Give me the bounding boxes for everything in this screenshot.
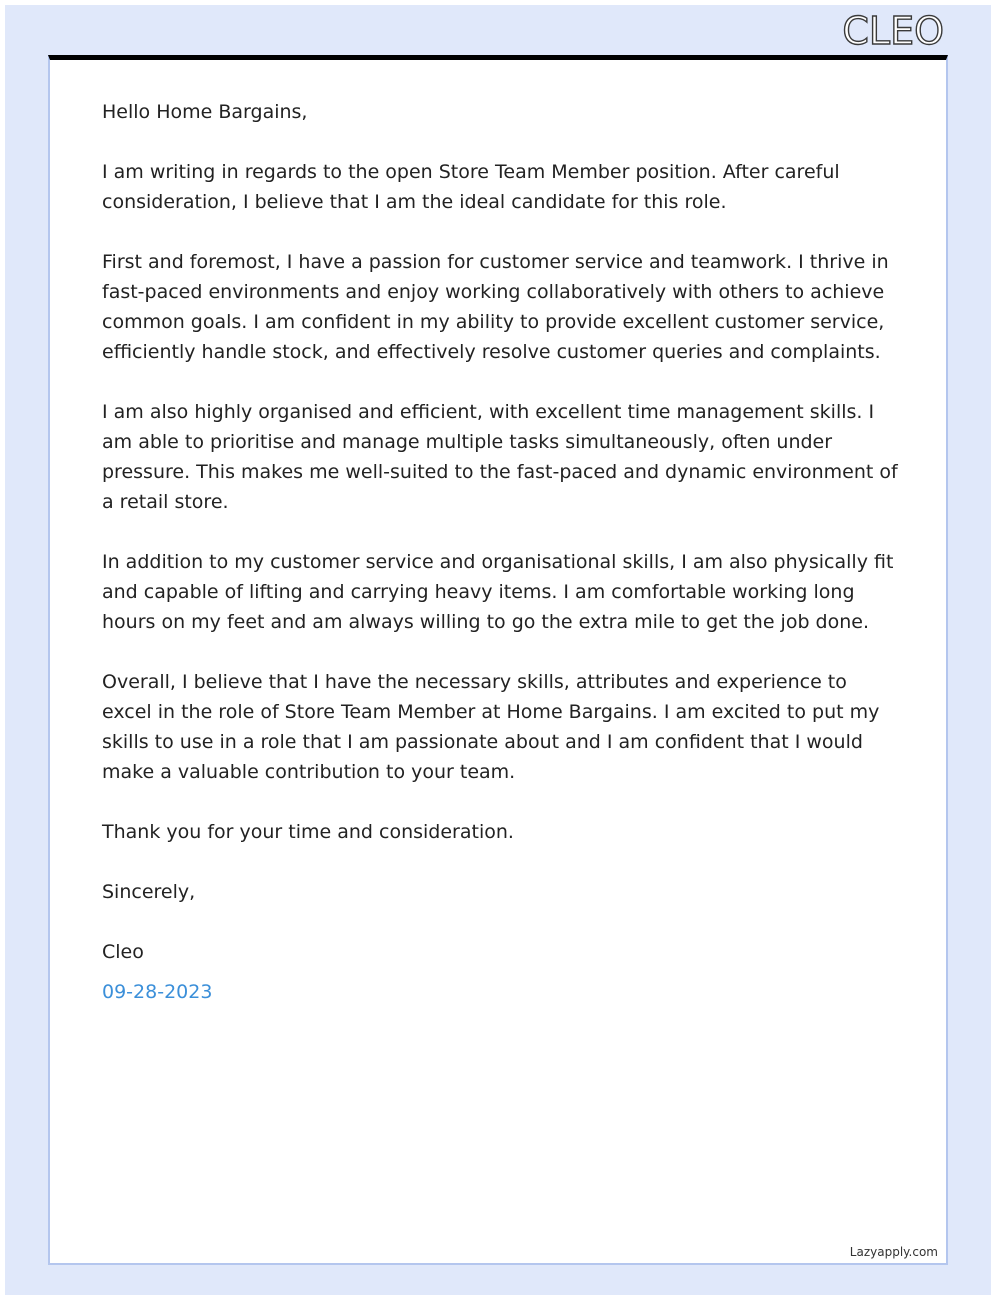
letter-greeting: Hello Home Bargains, <box>102 101 308 123</box>
letter-paper <box>48 55 948 1265</box>
letter-paragraph-3: I am also highly organised and efficient, with excellent time management skills. I am able to prioritise and manage multiple tasks simultaneously, often under pressure. This makes me well-suited to the fast-paced and dynamic environment of a retail store. <box>102 401 898 513</box>
letter-paragraph-4: In addition to my customer service and organisational skills, I am also physically fit and capable of lifting and carrying heavy items. I am comfortable working long hours on my feet and am always willing to go the extra mile to get the job done. <box>102 551 894 633</box>
brand-name: CLEO <box>842 9 944 53</box>
letter-paragraph-1: I am writing in regards to the open Store Team Member position. After careful consideration, I believe that I am the ideal candidate for this role. <box>102 161 840 213</box>
watermark: Lazyapply.com <box>849 1245 938 1259</box>
letter-paragraph-2: First and foremost, I have a passion for customer service and teamwork. I thrive in fast-paced environments and enjoy working collaboratively with others to achieve common goals. I am confident in my ability to provide excellent customer service, efficiently handle stock, and effectively resolve customer queries and complaints. <box>102 251 889 363</box>
letter-date: 09-28-2023 <box>102 981 213 1003</box>
letter-body <box>102 97 902 1037</box>
letter-thanks: Thank you for your time and consideration. <box>102 821 514 843</box>
letter-signature: Cleo <box>102 941 144 963</box>
letter-closing: Sincerely, <box>102 881 196 903</box>
letter-paragraph-5: Overall, I believe that I have the necessary skills, attributes and experience to excel in the role of Store Team Member at Home Bargains. I am excited to put my skills to use in a role that I am passionate about and I am confident that I would make a valuable contribution to your team. <box>102 671 880 783</box>
